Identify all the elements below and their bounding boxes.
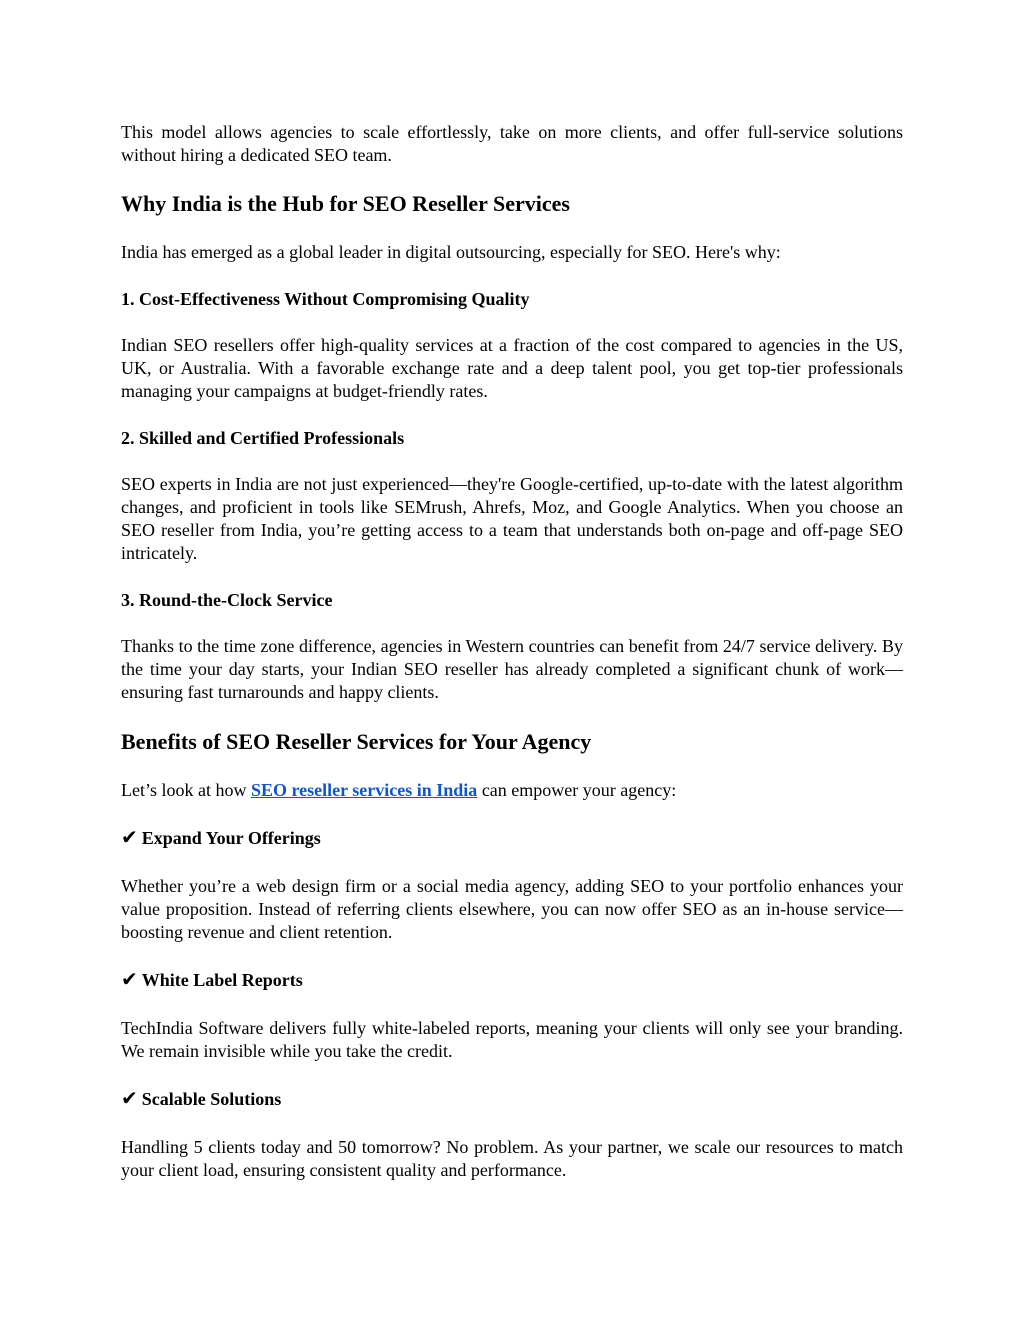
subheading-scalable-solutions	[121, 1087, 903, 1111]
seo-reseller-services-link[interactable]: SEO reseller services in India	[250, 780, 478, 800]
paragraph-round-the-clock: Thanks to the time zone difference, agencies in Western countries can benefit from 24/7 service delivery. By the time your day starts, your Indian SEO reseller has already completed a significant chunk of work—ensuring fast turnarounds and happy clients.	[121, 636, 903, 702]
paragraph-white-label-reports: TechIndia Software delivers fully white-labeled reports, meaning your clients will only see your branding. We remain invisible while you take the credit.	[121, 1018, 903, 1061]
paragraph-cost-effectiveness: Indian SEO resellers offer high-quality services at a fraction of the cost compared to agencies in the US, UK, or Australia. With a favorable exchange rate and a deep talent pool, you get top-tier professionals managing your campaigns at budget-friendly rates.	[121, 335, 903, 401]
section-heading-why-india: Why India is the Hub for SEO Reseller Services	[121, 191, 570, 216]
subheading-round-the-clock: 3. Round-the-Clock Service	[121, 590, 333, 610]
paragraph-skilled-professionals: SEO experts in India are not just experienced—they're Google-certified, up-to-date with the latest algorithm changes, and proficient in tools like SEMrush, Ahrefs, Moz, and Google Analytics. When you choose an SEO reseller from India, you’re getting access to a team that understands both on-page and off-page SEO intricately.	[121, 474, 903, 563]
subheading-cost-effectiveness: 1. Cost-Effectiveness Without Compromising Quality	[121, 289, 530, 309]
subheading-white-label-reports-label: White Label Reports	[141, 970, 303, 990]
benefits-intro-paragraph	[121, 779, 903, 802]
subheading-expand-offerings-label: Expand Your Offerings	[141, 828, 321, 848]
benefits-intro-after: can empower your agency:	[477, 780, 677, 800]
intro-paragraph: This model allows agencies to scale effortlessly, take on more clients, and offer full-service solutions without hiring a dedicated SEO team.	[121, 122, 903, 165]
section-intro-paragraph: India has emerged as a global leader in digital outsourcing, especially for SEO. Here's why:	[121, 242, 781, 262]
benefits-intro-before: Let’s look at how	[121, 780, 251, 800]
subheading-skilled-professionals: 2. Skilled and Certified Professionals	[121, 428, 405, 448]
section-heading-benefits: Benefits of SEO Reseller Services for Your Agency	[121, 729, 592, 754]
paragraph-expand-offerings: Whether you’re a web design firm or a social media agency, adding SEO to your portfolio enhances your value proposition. Instead of referring clients elsewhere, you can now offer SEO as an in-house service—boosting revenue and client retention.	[121, 876, 903, 942]
subheading-expand-offerings	[121, 826, 903, 850]
subheading-white-label-reports	[121, 968, 903, 992]
checkmark-icon: ✔	[121, 825, 138, 849]
checkmark-icon: ✔	[121, 967, 138, 991]
subheading-scalable-solutions-label: Scalable Solutions	[141, 1089, 282, 1109]
paragraph-scalable-solutions: Handling 5 clients today and 50 tomorrow? No problem. As your partner, we scale our resources to match your client load, ensuring consistent quality and performance.	[121, 1137, 903, 1180]
checkmark-icon: ✔	[121, 1086, 138, 1110]
